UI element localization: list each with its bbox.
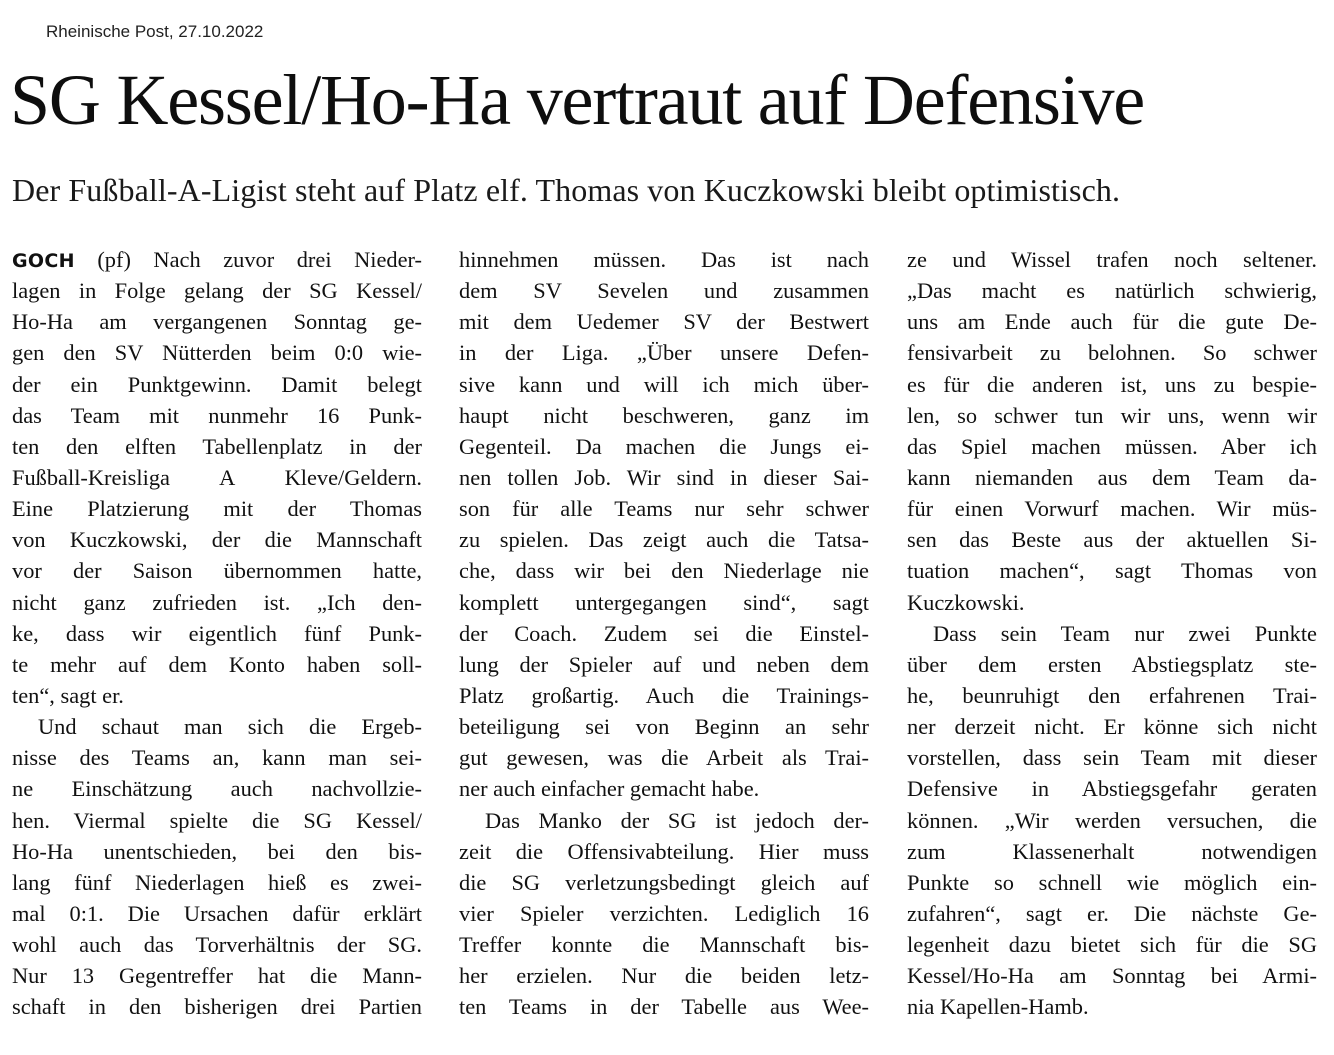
text-line: kann niemanden aus dem Team da- xyxy=(907,464,1317,490)
text-line: „Das macht es natürlich schwierig, xyxy=(907,278,1317,304)
text-line: in der Liga. „Über unsere Defen- xyxy=(459,340,869,366)
text-line: her erzielen. Nur die beiden letz- xyxy=(459,963,869,989)
article-column-1 xyxy=(12,244,422,1023)
text-line: Und schaut man sich die Ergeb- xyxy=(38,714,422,740)
text-line: der Coach. Zudem sei die Einstel- xyxy=(459,620,869,646)
text-line: nia Kapellen-Hamb. xyxy=(907,994,1089,1020)
text-line: Fußball-Kreisliga A Kleve/Geldern. xyxy=(12,464,422,490)
text-line: ne Einschätzung auch nachvollzie- xyxy=(12,776,422,802)
text-line: wohl auch das Torverhältnis der SG. xyxy=(12,932,422,958)
text-line: hen. Viermal spielte die SG Kessel/ xyxy=(12,807,422,833)
text-line: hinnehmen müssen. Das ist nach xyxy=(459,247,869,272)
text-line: Treffer konnte die Mannschaft bis- xyxy=(459,932,869,958)
text-line: zufahren“, sagt er. Die nächste Ge- xyxy=(907,900,1317,926)
text-line: zeit die Offensivabteilung. Hier muss xyxy=(459,838,869,864)
text-line: Nur 13 Gegentreffer hat die Mann- xyxy=(12,963,422,989)
text-line: lang fünf Niederlagen hieß es zwei- xyxy=(12,869,422,895)
text-line: len, so schwer tun wir uns, wenn wir xyxy=(907,402,1317,428)
text-line: über dem ersten Abstiegsplatz ste- xyxy=(907,651,1317,677)
text-line: vorstellen, dass sein Team mit dieser xyxy=(907,745,1317,771)
text-line: Eine Platzierung mit der Thomas xyxy=(12,496,422,522)
text-line: legenheit dazu bietet sich für die SG xyxy=(907,932,1317,958)
text-line: te mehr auf dem Konto haben soll- xyxy=(12,651,422,677)
text-line: gut gewesen, was die Arbeit als Trai- xyxy=(459,745,869,771)
text-line: komplett untergegangen sind“, sagt xyxy=(459,589,869,615)
text-line: nicht ganz zufrieden ist. „Ich den- xyxy=(12,589,422,615)
text-line: Defensive in Abstiegsgefahr geraten xyxy=(907,776,1317,802)
text-line: der ein Punktgewinn. Damit belegt xyxy=(12,371,422,397)
text-line: ner auch einfacher gemacht habe. xyxy=(459,776,760,802)
text-line: nisse des Teams an, kann man sei- xyxy=(12,745,422,771)
text-line: es für die anderen ist, uns zu bespie- xyxy=(907,371,1317,397)
text-line: fensivarbeit zu belohnen. So schwer xyxy=(907,340,1317,366)
text-line: lung der Spieler auf und neben dem xyxy=(459,651,869,677)
text-line: uns am Ende auch für die gute De- xyxy=(907,309,1317,335)
text-line: GOCH (pf) Nach zuvor drei Nieder- xyxy=(12,247,422,272)
text-line: vier Spieler verzichten. Lediglich 16 xyxy=(459,900,869,926)
text-line: zum Klassenerhalt notwendigen xyxy=(907,838,1317,864)
text-line: dem SV Sevelen und zusammen xyxy=(459,278,869,304)
text-line: das Team mit nunmehr 16 Punk- xyxy=(12,402,422,428)
text-line: ze und Wissel trafen noch seltener. xyxy=(907,247,1317,272)
text-line: ten Teams in der Tabelle aus Wee- xyxy=(459,994,869,1020)
text-line: Kessel/Ho-Ha am Sonntag bei Armi- xyxy=(907,963,1317,989)
text-line: Gegenteil. Da machen die Jungs ei- xyxy=(459,433,869,459)
article-column-3 xyxy=(907,244,1317,1023)
text-line: ten“, sagt er. xyxy=(12,682,124,708)
text-line: von Kuczkowski, der die Mannschaft xyxy=(12,527,422,553)
text-line: die SG verletzungsbedingt gleich auf xyxy=(459,869,869,895)
text-line: ner derzeit nicht. Er könne sich nicht xyxy=(907,714,1317,740)
text-line: sen das Beste aus der aktuellen Si- xyxy=(907,527,1317,553)
dateline: GOCH xyxy=(12,250,75,272)
text-line: Punkte so schnell wie möglich ein- xyxy=(907,869,1317,895)
text-line: tuation machen“, sagt Thomas von xyxy=(907,558,1317,584)
text-line: he, beunruhigt den erfahrenen Trai- xyxy=(907,682,1317,708)
text-line: Dass sein Team nur zwei Punkte xyxy=(933,620,1317,646)
source-line: Rheinische Post, 27.10.2022 xyxy=(46,22,264,41)
text-line: Ho-Ha unentschieden, bei den bis- xyxy=(12,838,422,864)
text-line: lagen in Folge gelang der SG Kessel/ xyxy=(12,278,422,304)
text-line: ke, dass wir eigentlich fünf Punk- xyxy=(12,620,422,646)
text-line: können. „Wir werden versuchen, die xyxy=(907,807,1317,833)
text-line: Das Manko der SG ist jedoch der- xyxy=(485,807,869,833)
text-line: Ho-Ha am vergangenen Sonntag ge- xyxy=(12,309,422,335)
text-line: zu spielen. Das zeigt auch die Tatsa- xyxy=(459,527,869,553)
text-line: Kuczkowski. xyxy=(907,589,1025,615)
text-line: nen tollen Job. Wir sind in dieser Sai- xyxy=(459,464,869,490)
headline: SG Kessel/Ho-Ha vertraut auf Defensive xyxy=(10,60,1144,140)
subheadline: Der Fußball-A-Ligist steht auf Platz elf. Thomas von Kuczkowski bleibt optimistisch. xyxy=(12,172,1121,208)
text-line: vor der Saison übernommen hatte, xyxy=(12,558,422,584)
text-line: gen den SV Nütterden beim 0:0 wie- xyxy=(12,340,422,366)
text-line: che, dass wir bei den Niederlage nie xyxy=(459,558,869,584)
text-line: beteiligung sei von Beginn an sehr xyxy=(459,714,869,740)
text-line: sive kann und will ich mich über- xyxy=(459,371,869,397)
text-line: für einen Vorwurf machen. Wir müs- xyxy=(907,496,1317,522)
text-line: ten den elften Tabellenplatz in der xyxy=(12,433,422,459)
text-line: haupt nicht beschweren, ganz im xyxy=(459,402,869,428)
article-column-2 xyxy=(459,244,869,1023)
text-line: mal 0:1. Die Ursachen dafür erklärt xyxy=(12,900,422,926)
text-line: Platz großartig. Auch die Trainings- xyxy=(459,682,869,708)
text-line: das Spiel machen müssen. Aber ich xyxy=(907,433,1317,459)
text-line: son für alle Teams nur sehr schwer xyxy=(459,496,869,522)
text-line: schaft in den bisherigen drei Partien xyxy=(12,994,422,1020)
text-line: mit dem Uedemer SV der Bestwert xyxy=(459,309,869,335)
